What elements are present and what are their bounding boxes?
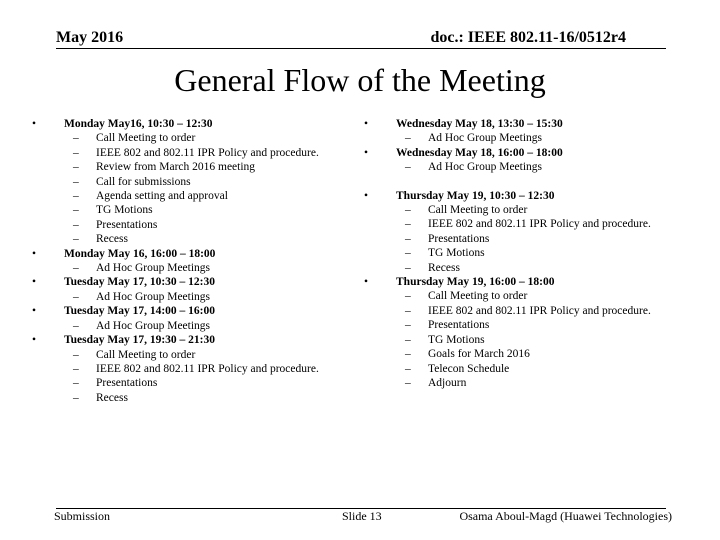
item-text: Call Meeting to order — [428, 204, 528, 217]
list-item — [396, 318, 694, 332]
list-item — [396, 376, 694, 390]
bullet-icon: • — [364, 146, 369, 159]
footer-author: Osama Aboul-Magd (Huawei Technologies) — [459, 509, 672, 523]
item-text: Recess — [96, 233, 128, 246]
list-item — [64, 218, 352, 232]
list-item — [396, 304, 694, 318]
footer-slide-number: Slide 13 — [342, 509, 382, 523]
list-item — [396, 246, 694, 260]
dash-icon: – — [73, 146, 79, 159]
dash-icon: – — [73, 218, 79, 231]
session-title: Tuesday May 17, 19:30 – 21:30 — [64, 334, 215, 347]
list-item — [396, 347, 694, 361]
item-text: Goals for March 2016 — [428, 348, 530, 361]
list-item — [64, 362, 352, 376]
item-text: Recess — [96, 391, 128, 404]
session-items — [64, 348, 352, 406]
dash-icon: – — [405, 161, 411, 174]
list-item — [64, 290, 352, 304]
dash-icon: – — [405, 204, 411, 217]
dash-icon: – — [73, 233, 79, 246]
agenda-right-column — [364, 117, 694, 390]
item-text: TG Motions — [428, 247, 485, 260]
item-text: Agenda setting and approval — [96, 190, 228, 203]
session-title: Monday May16, 10:30 – 12:30 — [64, 118, 213, 130]
dash-icon: – — [73, 377, 79, 390]
list-item — [396, 160, 694, 174]
bullet-icon: • — [364, 276, 369, 289]
dash-icon: – — [73, 348, 79, 361]
dash-icon: – — [405, 132, 411, 145]
item-text: TG Motions — [428, 333, 485, 346]
item-text: Telecon Schedule — [428, 362, 510, 375]
dash-icon: – — [73, 175, 79, 188]
item-text: Ad Hoc Group Meetings — [96, 319, 211, 332]
dash-icon: – — [405, 290, 411, 303]
footer-submission: Submission — [54, 509, 111, 523]
session-tuesday-evening — [32, 333, 352, 405]
list-item — [396, 217, 694, 231]
session-title: Wednesday May 18, 16:00 – 18:00 — [396, 146, 563, 159]
list-item — [64, 189, 352, 203]
item-text: Presentations — [96, 377, 158, 390]
bullet-icon: • — [364, 118, 369, 130]
item-text: IEEE 802 and 802.11 IPR Policy and procedure. — [96, 146, 319, 159]
list-item — [64, 146, 352, 160]
header-rule — [56, 48, 666, 49]
item-text: Call for submissions — [96, 175, 191, 188]
list-item — [396, 261, 694, 275]
item-text: TG Motions — [96, 204, 153, 217]
dash-icon: – — [73, 290, 79, 303]
item-text: IEEE 802 and 802.11 IPR Policy and procedure. — [96, 362, 319, 375]
list-item — [396, 131, 694, 145]
item-text: Adjourn — [428, 376, 467, 389]
list-item — [64, 175, 352, 189]
item-text: Presentations — [428, 232, 490, 245]
session-thursday-morning — [364, 189, 694, 275]
item-text: IEEE 802 and 802.11 IPR Policy and procedure. — [428, 218, 651, 231]
session-items — [64, 261, 352, 275]
bullet-icon: • — [32, 305, 37, 318]
dash-icon: – — [405, 362, 411, 375]
session-title: Tuesday May 17, 14:00 – 16:00 — [64, 305, 215, 318]
dash-icon: – — [73, 161, 79, 174]
item-text: Ad Hoc Group Meetings — [428, 161, 543, 174]
item-text: Call Meeting to order — [428, 290, 528, 303]
list-item — [64, 160, 352, 174]
session-title: Thursday May 19, 16:00 – 18:00 — [396, 276, 555, 289]
bullet-icon: • — [364, 189, 369, 202]
dash-icon: – — [405, 304, 411, 317]
item-text: Recess — [428, 261, 460, 274]
session-items — [64, 131, 352, 246]
item-text: Presentations — [428, 319, 490, 332]
session-tuesday-morning — [32, 275, 352, 304]
dash-icon: – — [405, 319, 411, 332]
bullet-icon: • — [32, 334, 37, 347]
list-item — [64, 203, 352, 217]
dash-icon: – — [405, 232, 411, 245]
list-item — [396, 362, 694, 376]
header-date: May 2016 — [56, 29, 124, 46]
item-text: Ad Hoc Group Meetings — [96, 290, 211, 303]
list-item — [396, 232, 694, 246]
session-title: Wednesday May 18, 13:30 – 15:30 — [396, 118, 563, 130]
list-item — [396, 203, 694, 217]
list-item — [64, 131, 352, 145]
session-items — [396, 160, 694, 174]
dash-icon: – — [405, 218, 411, 231]
item-text: IEEE 802 and 802.11 IPR Policy and procedure. — [428, 304, 651, 317]
session-title: Monday May 16, 16:00 – 18:00 — [64, 247, 216, 260]
list-item — [396, 289, 694, 303]
list-item — [64, 319, 352, 333]
session-items — [64, 290, 352, 304]
item-text: Review from March 2016 meeting — [96, 161, 256, 174]
session-title: Thursday May 19, 10:30 – 12:30 — [396, 189, 555, 202]
dash-icon: – — [405, 348, 411, 361]
dash-icon: – — [73, 204, 79, 217]
session-title: Tuesday May 17, 10:30 – 12:30 — [64, 276, 215, 289]
dash-icon: – — [405, 333, 411, 346]
dash-icon: – — [73, 190, 79, 203]
item-text: Call Meeting to order — [96, 348, 196, 361]
session-items — [64, 319, 352, 333]
item-text: Ad Hoc Group Meetings — [428, 132, 543, 145]
item-text: Presentations — [96, 218, 158, 231]
session-tuesday-afternoon — [32, 304, 352, 333]
list-item — [64, 232, 352, 246]
list-item — [64, 348, 352, 362]
dash-icon: – — [73, 132, 79, 145]
item-text: Ad Hoc Group Meetings — [96, 262, 211, 275]
list-item — [64, 391, 352, 405]
dash-icon: – — [73, 262, 79, 275]
session-items — [396, 289, 694, 390]
bullet-icon: • — [32, 118, 37, 130]
bullet-icon: • — [32, 247, 37, 260]
session-monday-afternoon — [32, 247, 352, 276]
list-item — [64, 261, 352, 275]
dash-icon: – — [73, 319, 79, 332]
session-items — [396, 131, 694, 145]
session-thursday-afternoon — [364, 275, 694, 390]
dash-icon: – — [405, 376, 411, 389]
header-doc-id: doc.: IEEE 802.11-16/0512r4 — [430, 29, 626, 46]
session-wednesday-late-afternoon — [364, 146, 694, 175]
bullet-icon: • — [32, 276, 37, 289]
agenda-left-column — [32, 117, 352, 405]
session-items — [396, 203, 694, 275]
session-wednesday-afternoon — [364, 117, 694, 146]
list-item — [396, 333, 694, 347]
slide-title: General Flow of the Meeting — [174, 62, 546, 98]
dash-icon: – — [405, 261, 411, 274]
dash-icon: – — [405, 247, 411, 260]
dash-icon: – — [73, 362, 79, 375]
dash-icon: – — [73, 391, 79, 404]
list-item — [64, 376, 352, 390]
session-monday-morning — [32, 117, 352, 247]
item-text: Call Meeting to order — [96, 132, 196, 145]
